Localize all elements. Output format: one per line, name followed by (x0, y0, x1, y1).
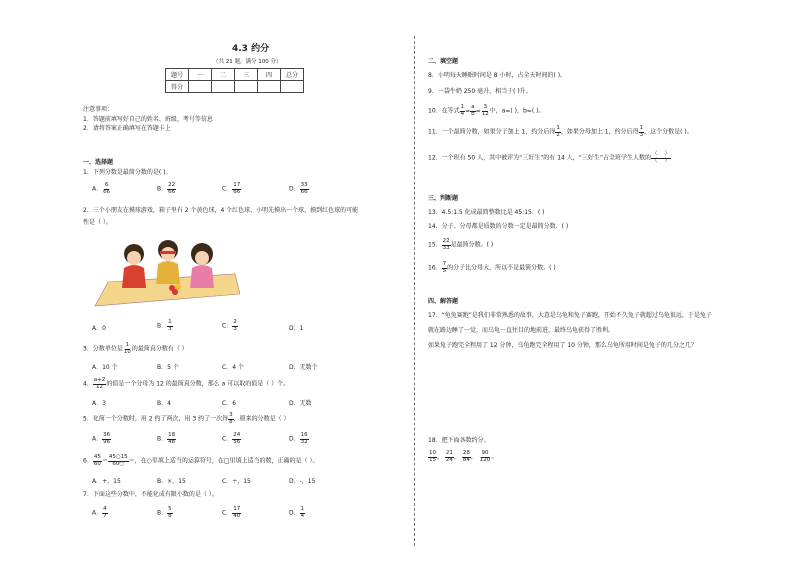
notice-item: 1．答题前填写好自己的姓名、班级、考号等信息 (83, 116, 213, 123)
section-solve: 四、解答题 (428, 298, 459, 305)
question-7: 7．下面这些分数中，不能化成有限小数的是（ ）。 (83, 491, 218, 498)
q18-fraction: $\frac{90}{120}$ (479, 450, 491, 463)
q1-option-b[interactable]: B． $\frac{22}{66}$ (157, 182, 176, 195)
question-17-line3: 如果兔子跑完全程用了 12 分钟，乌龟跑完全程用了 10 分钟，那么乌龟所用时间是兔子的几分之几？ (428, 342, 697, 349)
q3-option-c[interactable]: C．4 个 (222, 364, 244, 371)
q4-option-a[interactable]: A．3 (92, 400, 106, 407)
question-3: 3．分数单位是 $\frac{1}{10}$ 的最简真分数有（ ） (83, 342, 188, 355)
kids-picture (90, 232, 240, 310)
question-6: 6． $\frac{45}{60}$ ＝ $\frac{45○15}{60○}$ ＝，在○里填上适当的运算符号，在□里填上适当的数，正确的是（ ）。 (83, 454, 319, 467)
q3-option-a[interactable]: A．10 个 (92, 364, 118, 371)
question-18: 18．把下面各数约分。 (428, 437, 490, 444)
q1-option-c[interactable]: C． $\frac{17}{66}$ (222, 182, 241, 195)
q5-option-c[interactable]: C． $\frac{24}{56}$ (222, 432, 241, 445)
q7-option-c[interactable]: C． $\frac{17}{40}$ (222, 506, 241, 519)
question-2-line1: 2．三个小朋友在摸球游戏，箱子里有 2 个黄色球，4 个红色球，小明先摸出一个球，摸到红色球的可能 (83, 207, 359, 214)
q3-option-d[interactable]: D．无数个 (289, 364, 318, 371)
q6-option-a[interactable]: A．+，15 (92, 478, 121, 485)
question-5: 5．化简一个分数时，用 2 约了两次，用 3 约了一次得 $\frac{3}{8}$ ，原来的分数是（ ） (83, 412, 290, 425)
q7-option-b[interactable]: B． $\frac{5}{8}$ (157, 506, 172, 519)
q18-fraction: $\frac{10}{15}$ (429, 450, 436, 463)
q18-fraction: $\frac{28}{84}$ (462, 450, 470, 463)
question-14: 14．分子、分母都是质数的分数一定是最简分数．( ) (428, 223, 569, 230)
question-13: 13．4.5:1.5 化成最简整数比是 45:15．( ) (428, 209, 545, 216)
q6-option-c[interactable]: C．÷，15 (222, 478, 251, 485)
question-12: 12．一个班有 50 人，其中被评为“三好生”的有 14 人，“三好生”占全班学生人数的 $\frac{( )}{( )}$ (428, 151, 670, 164)
q2-option-d[interactable]: D．1 (289, 325, 304, 332)
q1-option-a[interactable]: A． $\frac{6}{66}$ (92, 182, 111, 195)
q2-option-a[interactable]: A．0 (92, 325, 106, 332)
notice-item: 2．请将答案正确填写在答题卡上 (83, 125, 171, 132)
question-2-line2: 性是（ ）。 (83, 219, 112, 226)
question-17-line2: 就在路边睡了一觉，而乌龟一直往目的地前进，最终乌龟获得了胜利。 (428, 327, 615, 334)
score-cell: 四 (258, 69, 281, 81)
notice-title: 注意事项： (83, 106, 114, 113)
score-cell: 总分 (281, 69, 304, 81)
q5-option-b[interactable]: B． $\frac{18}{48}$ (157, 432, 176, 445)
q2-option-b[interactable]: B． $\frac{1}{3}$ (157, 319, 172, 332)
score-cell: 得分 (166, 81, 189, 93)
page-subtitle: （共 21 题，满分 100 分） (213, 59, 282, 65)
score-input-cell[interactable] (189, 81, 212, 93)
column-divider (414, 36, 415, 546)
score-cell: 二 (212, 69, 235, 81)
score-cell: 题号 (166, 69, 189, 81)
question-10: 10．在等式 $\frac{1}{4}$ = $\frac{a}{b}$ = $\frac{3}{12}$ 中，a=( )，b=( )。 (428, 104, 545, 117)
question-8: 8．小明每天睡眠时间是 8 小时，占全天时间的( )。 (428, 72, 567, 79)
question-1: 1．下列分数是最简分数的是( )。 (83, 169, 172, 176)
score-table (165, 68, 304, 93)
q1-option-d[interactable]: D． $\frac{33}{66}$ (289, 182, 308, 195)
q7-option-d[interactable]: D． $\frac{1}{4}$ (289, 506, 305, 519)
q4-option-d[interactable]: D．无数 (289, 400, 312, 407)
page-title: 4.3 约分 (232, 44, 270, 54)
q6-option-d[interactable]: D．-，15 (289, 478, 316, 485)
q7-option-a[interactable]: A． $\frac{4}{7}$ (92, 506, 107, 519)
question-9: 9．一袋牛奶 250 毫升，相当于( )升。 (428, 88, 532, 95)
section-fill: 二、填空题 (428, 58, 459, 65)
score-input-cell[interactable] (235, 81, 258, 93)
q2-option-c[interactable]: C． $\frac{2}{3}$ (222, 319, 237, 332)
question-16: 16． $\frac{7}{5}$ 的分子比分母大，所以不是最简分数。( ) (428, 261, 556, 274)
question-11: 11．一个最简分数，如果分子加上 1，约分后得 $\frac{1}{2}$ ，如果分母加上 1，约分后得 $\frac{1}{3}$ ，这个分数是( )。 (428, 125, 693, 138)
section-judge: 三、判断题 (428, 195, 459, 202)
q18-fractions: $\frac{10}{15}$ ， $\frac{21}{24}$ ， $\frac{28}{84}$ ， $\frac{90}{120}$ 。 (429, 450, 498, 463)
q5-option-d[interactable]: D． $\frac{16}{32}$ (289, 432, 308, 445)
q18-fraction: $\frac{21}{24}$ (445, 450, 453, 463)
question-17-line1: 17．“龟兔赛跑”是我们非常熟悉的故事，大意是乌龟和兔子赛跑，开始不久兔子就超过乌龟很远，于是兔子 (428, 312, 712, 319)
q6-option-b[interactable]: B．×，15 (157, 478, 186, 485)
q5-option-a[interactable]: A． $\frac{36}{96}$ (92, 432, 111, 445)
score-input-cell[interactable] (281, 81, 304, 93)
q3-option-b[interactable]: B．5 个 (157, 364, 179, 371)
q4-option-c[interactable]: C．6 (222, 400, 237, 407)
score-cell: 一 (189, 69, 212, 81)
section-choice: 一、选择题 (83, 159, 114, 166)
q4-option-b[interactable]: B．4 (157, 400, 171, 407)
question-4: 4． $\frac{a+2}{12}$ 的值是一个分母为 12 的最简真分数，那么 a 可以取的值是（ ）个。 (83, 377, 290, 390)
score-input-cell[interactable] (258, 81, 281, 93)
question-15: 15． $\frac{22}{33}$ 是最简分数。( ) (428, 238, 494, 251)
score-cell: 三 (235, 69, 258, 81)
score-input-cell[interactable] (212, 81, 235, 93)
